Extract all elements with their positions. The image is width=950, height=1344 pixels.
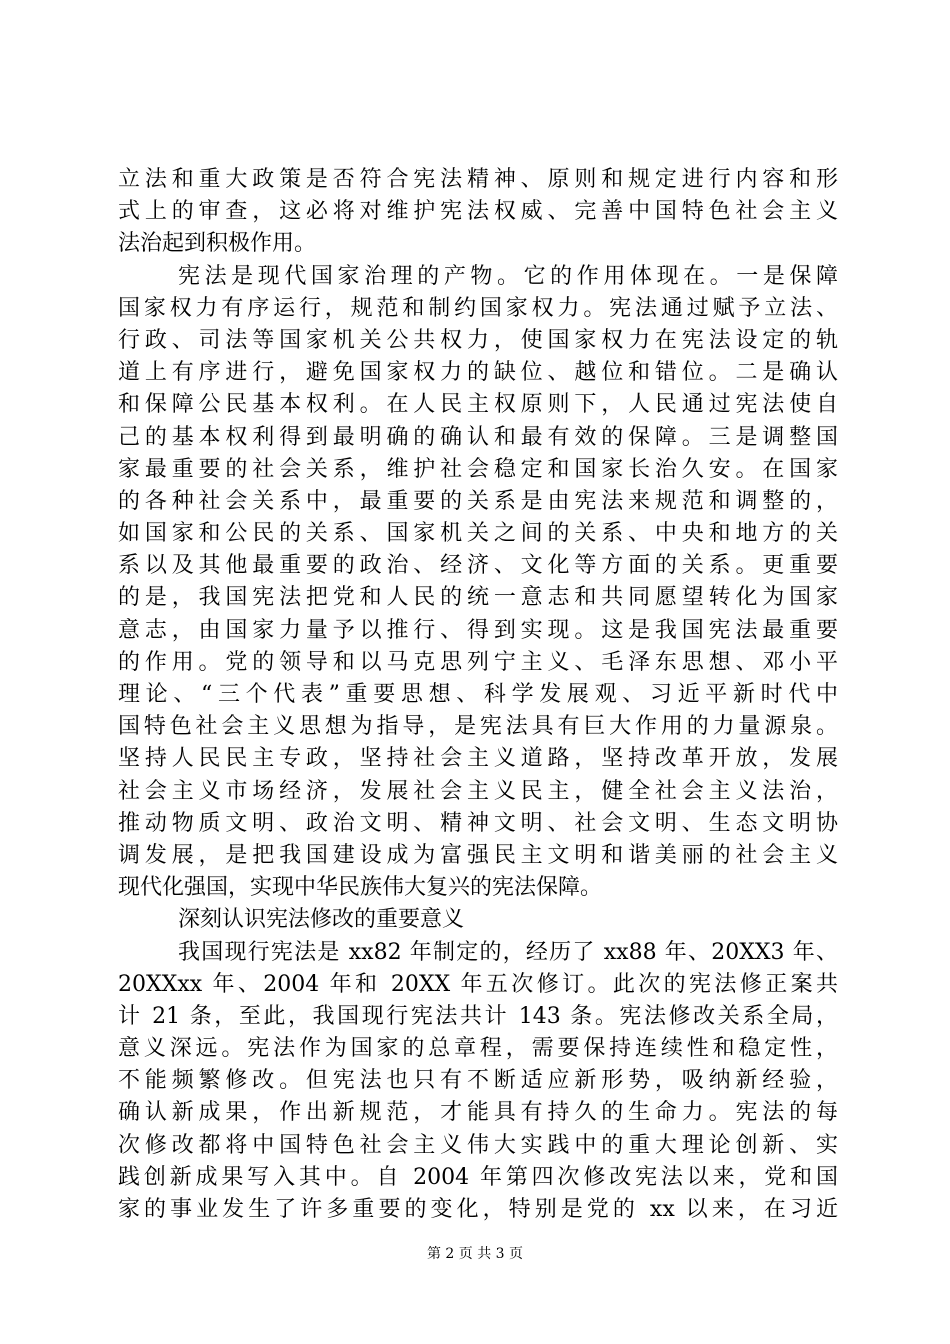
page-number: 第 2 页 共 3 页 <box>426 1246 524 1262</box>
text-line: 家最重要的社会关系，维护社会稳定和国家长治久安。在国家 <box>118 456 838 482</box>
text-line: 如国家和公民的关系、国家机关之间的关系、中央和地方的关 <box>118 521 838 547</box>
text-line: 式上的审查，这必将对维护宪法权威、完善中国特色社会主义 <box>118 199 838 225</box>
text-line: 行政、司法等国家机关公共权力，使国家权力在宪法设定的轨 <box>118 327 838 353</box>
page-footer <box>0 1244 950 1264</box>
text-line: 确认新成果，作出新规范，才能具有持久的生命力。宪法的每 <box>118 1100 838 1126</box>
text-line: 社会主义市场经济，发展社会主义民主，健全社会主义法治， <box>118 778 838 804</box>
text-line: 宪法是现代国家治理的产物。它的作用体现在。一是保障 <box>178 263 838 289</box>
heading-text: 深刻认识宪法修改的重要意义 <box>178 907 465 933</box>
text-line: 家的事业发生了许多重要的变化，特别是党的 xx 以来，在习近 <box>118 1197 838 1222</box>
text-line: 20XXxx 年、2004 年和 20XX 年五次修订。此次的宪法修正案共 <box>118 971 838 997</box>
text-line: 坚持人民民主专政，坚持社会主义道路，坚持改革开放，发展 <box>118 746 838 772</box>
text-line: 次修改都将中国特色社会主义伟大实践中的重大理论创新、实 <box>118 1132 838 1158</box>
text-line: 国家权力有序运行，规范和制约国家权力。宪法通过赋予立法、 <box>118 295 838 321</box>
text-line: 和保障公民基本权利。在人民主权原则下，人民通过宪法使自 <box>118 392 838 418</box>
text-line: 系以及其他最重要的政治、经济、文化等方面的关系。更重要 <box>118 553 838 579</box>
text-line: 践创新成果写入其中。自 2004 年第四次修改宪法以来，党和国 <box>118 1164 838 1190</box>
text-line: 国特色社会主义思想为指导，是宪法具有巨大作用的力量源泉。 <box>118 714 838 740</box>
text-line: 现代化强国，实现中华民族伟大复兴的宪法保障。 <box>118 875 603 901</box>
text-line: 己的基本权利得到最明确的确认和最有效的保障。三是调整国 <box>118 424 838 450</box>
document-body <box>118 164 838 1226</box>
text-line: 意义深远。宪法作为国家的总章程，需要保持连续性和稳定性， <box>118 1036 838 1062</box>
text-line: 道上有序进行，避免国家权力的缺位、越位和错位。二是确认 <box>118 360 838 386</box>
text-line: 意志，由国家力量予以推行、得到实现。这是我国宪法最重要 <box>118 617 838 643</box>
paragraph-amendment-history <box>118 937 838 1227</box>
text-line: 我国现行宪法是 xx82 年制定的，经历了 xx88 年、20XX3 年、 <box>178 939 838 965</box>
text-line: 理论、“三个代表”重要思想、科学发展观、习近平新时代中 <box>118 682 838 707</box>
text-line: 法治起到积极作用。 <box>118 231 317 257</box>
paragraph-continuation <box>118 164 838 261</box>
section-heading <box>118 904 838 936</box>
text-line: 的是，我国宪法把党和人民的统一意志和共同愿望转化为国家 <box>118 585 838 611</box>
text-line: 立法和重大政策是否符合宪法精神、原则和规定进行内容和形 <box>118 167 838 192</box>
text-line: 不能频繁修改。但宪法也只有不断适应新形势，吸纳新经验， <box>118 1068 838 1094</box>
text-line: 调发展，是把我国建设成为富强民主文明和谐美丽的社会主义 <box>118 842 838 868</box>
text-line: 计 21 条，至此，我国现行宪法共计 143 条。宪法修改关系全局， <box>118 1003 838 1029</box>
text-line: 的各种社会关系中，最重要的关系是由宪法来规范和调整的， <box>118 488 838 514</box>
text-line: 的作用。党的领导和以马克思列宁主义、毛泽东思想、邓小平 <box>118 649 838 675</box>
text-line: 推动物质文明、政治文明、精神文明、社会文明、生态文明协 <box>118 810 838 836</box>
paragraph-constitution-role <box>118 261 838 905</box>
